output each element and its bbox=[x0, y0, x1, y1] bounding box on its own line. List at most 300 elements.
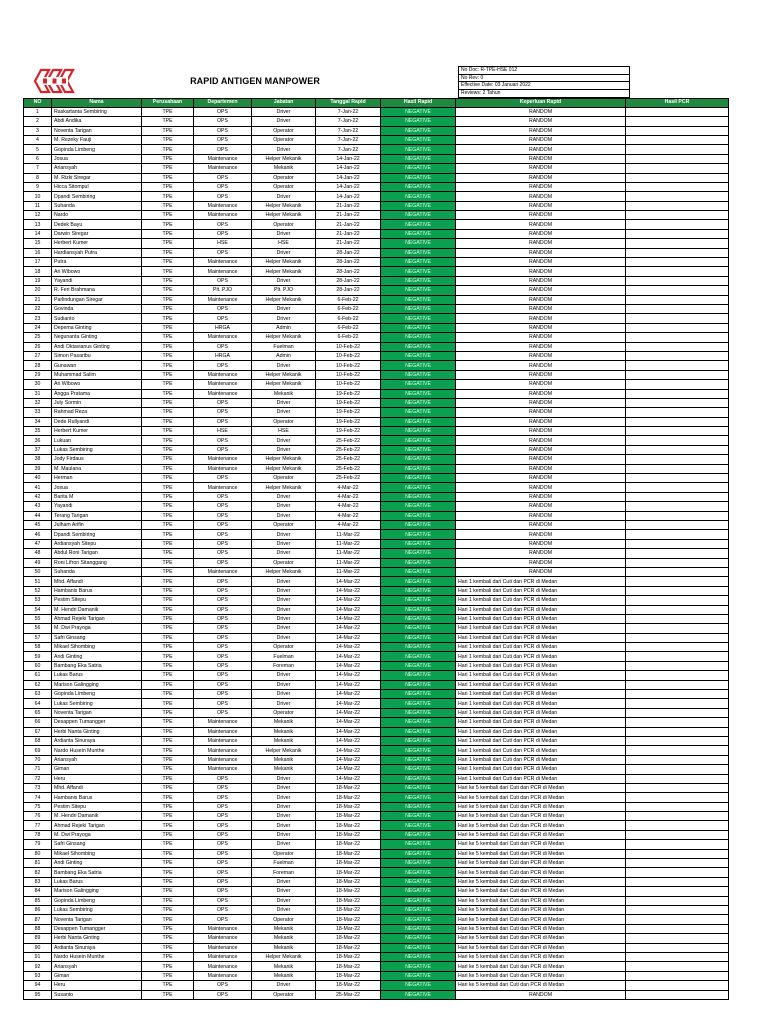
employee-name: Dede Rullyandi bbox=[52, 417, 142, 426]
row-number: 92 bbox=[24, 962, 52, 971]
row-number: 9 bbox=[24, 182, 52, 191]
rapid-purpose: RANDOM bbox=[456, 276, 626, 285]
rapid-date: 14-Mar-22 bbox=[316, 736, 381, 745]
pcr-result bbox=[626, 154, 729, 163]
department: OPS bbox=[194, 474, 252, 483]
table-row bbox=[24, 633, 729, 642]
rapid-purpose: RANDOM bbox=[456, 211, 626, 220]
rapid-date: 14-Mar-22 bbox=[316, 718, 381, 727]
rapid-purpose: Hari ke 5 kembali dari Cuti dan PCR di Medan bbox=[456, 802, 626, 811]
department: OPS bbox=[194, 624, 252, 633]
row-number: 80 bbox=[24, 849, 52, 858]
row-number: 48 bbox=[24, 549, 52, 558]
rapid-result: NEGATIVE bbox=[381, 962, 456, 971]
rapid-result: NEGATIVE bbox=[381, 624, 456, 633]
table-row bbox=[24, 793, 729, 802]
rapid-date: 14-Jan-22 bbox=[316, 154, 381, 163]
pcr-result bbox=[626, 774, 729, 783]
position: Driver bbox=[252, 793, 316, 802]
rapid-purpose: Hari 1 kembali dari Cuti dan PCR di Medan bbox=[456, 624, 626, 633]
rapid-result: NEGATIVE bbox=[381, 192, 456, 201]
company: TPE bbox=[142, 427, 194, 436]
pcr-result bbox=[626, 417, 729, 426]
pcr-result bbox=[626, 981, 729, 990]
employee-name: M. Dwi Prayoga bbox=[52, 830, 142, 839]
employee-name: Julham Arifin bbox=[52, 520, 142, 529]
company: TPE bbox=[142, 586, 194, 595]
company: TPE bbox=[142, 971, 194, 980]
rapid-date: 18-Mar-22 bbox=[316, 859, 381, 868]
employee-name: Mikael Sihombing bbox=[52, 643, 142, 652]
department: Maintenance bbox=[194, 380, 252, 389]
table-row bbox=[24, 830, 729, 839]
table-row bbox=[24, 445, 729, 454]
position: Helper Mekanik bbox=[252, 370, 316, 379]
department: Maintenance bbox=[194, 952, 252, 961]
position: Helper Mekanik bbox=[252, 483, 316, 492]
pcr-result bbox=[626, 802, 729, 811]
position: Driver bbox=[252, 783, 316, 792]
row-number: 22 bbox=[24, 305, 52, 314]
rapid-result: NEGATIVE bbox=[381, 117, 456, 126]
rapid-purpose: RANDOM bbox=[456, 455, 626, 464]
company: TPE bbox=[142, 877, 194, 886]
pcr-result bbox=[626, 783, 729, 792]
column-header: Jabatan bbox=[252, 99, 316, 108]
department: OPS bbox=[194, 182, 252, 191]
table-row bbox=[24, 164, 729, 173]
employee-name: M. Hendri Damanik bbox=[52, 812, 142, 821]
position: Operator bbox=[252, 135, 316, 144]
rapid-date: 4-Mar-22 bbox=[316, 502, 381, 511]
position: Driver bbox=[252, 549, 316, 558]
rapid-result: NEGATIVE bbox=[381, 840, 456, 849]
row-number: 46 bbox=[24, 530, 52, 539]
rapid-result: NEGATIVE bbox=[381, 398, 456, 407]
row-number: 65 bbox=[24, 708, 52, 717]
rapid-date: 18-Mar-22 bbox=[316, 783, 381, 792]
company: TPE bbox=[142, 596, 194, 605]
rapid-purpose: RANDOM bbox=[456, 258, 626, 267]
rapid-result: NEGATIVE bbox=[381, 520, 456, 529]
rapid-date: 18-Mar-22 bbox=[316, 962, 381, 971]
position: Mekanik bbox=[252, 389, 316, 398]
rapid-date: 11-Mar-22 bbox=[316, 539, 381, 548]
employee-name: Muhammad Salim bbox=[52, 370, 142, 379]
table-body bbox=[24, 107, 729, 999]
company: TPE bbox=[142, 314, 194, 323]
pcr-result bbox=[626, 718, 729, 727]
rapid-result: NEGATIVE bbox=[381, 173, 456, 182]
rapid-date: 18-Mar-22 bbox=[316, 906, 381, 915]
employee-name: Hambanis Barus bbox=[52, 793, 142, 802]
employee-name: Giman bbox=[52, 765, 142, 774]
column-header: NO bbox=[24, 99, 52, 108]
table-row bbox=[24, 962, 729, 971]
employee-name: Ariansyah bbox=[52, 164, 142, 173]
rapid-result: NEGATIVE bbox=[381, 690, 456, 699]
company: TPE bbox=[142, 239, 194, 248]
row-number: 87 bbox=[24, 915, 52, 924]
table-row bbox=[24, 699, 729, 708]
position: Mekanik bbox=[252, 924, 316, 933]
row-number: 28 bbox=[24, 361, 52, 370]
rapid-date: 21-Jan-22 bbox=[316, 229, 381, 238]
employee-name: Andi Ginting bbox=[52, 859, 142, 868]
pcr-result bbox=[626, 239, 729, 248]
row-number: 13 bbox=[24, 220, 52, 229]
department: HRGA bbox=[194, 351, 252, 360]
company: TPE bbox=[142, 154, 194, 163]
pcr-result bbox=[626, 821, 729, 830]
row-number: 40 bbox=[24, 474, 52, 483]
position: Admin bbox=[252, 351, 316, 360]
rapid-purpose: RANDOM bbox=[456, 173, 626, 182]
company: TPE bbox=[142, 117, 194, 126]
rapid-date: 18-Mar-22 bbox=[316, 868, 381, 877]
department: OPS bbox=[194, 906, 252, 915]
department: OPS bbox=[194, 511, 252, 520]
table-row bbox=[24, 586, 729, 595]
table-row bbox=[24, 267, 729, 276]
pcr-result bbox=[626, 943, 729, 952]
pcr-result bbox=[626, 586, 729, 595]
position: Driver bbox=[252, 145, 316, 154]
rapid-result: NEGATIVE bbox=[381, 314, 456, 323]
position: Driver bbox=[252, 276, 316, 285]
rapid-purpose: Hari ke 5 kembali dari Cuti dan PCR di Medan bbox=[456, 981, 626, 990]
table-row bbox=[24, 380, 729, 389]
department: Maintenance bbox=[194, 211, 252, 220]
rapid-result: NEGATIVE bbox=[381, 107, 456, 116]
rapid-date: 6-Feb-22 bbox=[316, 333, 381, 342]
pcr-result bbox=[626, 192, 729, 201]
company: TPE bbox=[142, 765, 194, 774]
position: Driver bbox=[252, 492, 316, 501]
pcr-result bbox=[626, 849, 729, 858]
position: Mekanik bbox=[252, 962, 316, 971]
pcr-result bbox=[626, 389, 729, 398]
company: TPE bbox=[142, 483, 194, 492]
rapid-result: NEGATIVE bbox=[381, 530, 456, 539]
company: TPE bbox=[142, 690, 194, 699]
pcr-result bbox=[626, 830, 729, 839]
pcr-result bbox=[626, 267, 729, 276]
table-row bbox=[24, 549, 729, 558]
rapid-date: 18-Mar-22 bbox=[316, 887, 381, 896]
employee-name: Parlindungan Siregar bbox=[52, 295, 142, 304]
company: TPE bbox=[142, 915, 194, 924]
rapid-date: 14-Mar-22 bbox=[316, 774, 381, 783]
department: Maintenance bbox=[194, 746, 252, 755]
rapid-purpose: RANDOM bbox=[456, 539, 626, 548]
department: OPS bbox=[194, 812, 252, 821]
position: Operator bbox=[252, 220, 316, 229]
company: TPE bbox=[142, 868, 194, 877]
position: Helper Mekanik bbox=[252, 201, 316, 210]
rapid-purpose: Hari 1 kembali dari Cuti dan PCR di Medan bbox=[456, 708, 626, 717]
employee-name: Desappen Tumangger bbox=[52, 718, 142, 727]
pcr-result bbox=[626, 182, 729, 191]
position: Driver bbox=[252, 633, 316, 642]
rapid-date: 6-Feb-22 bbox=[316, 295, 381, 304]
rapid-result: NEGATIVE bbox=[381, 511, 456, 520]
rapid-date: 21-Jan-22 bbox=[316, 201, 381, 210]
company: TPE bbox=[142, 887, 194, 896]
rapid-date: 18-Mar-22 bbox=[316, 943, 381, 952]
rapid-purpose: RANDOM bbox=[456, 408, 626, 417]
employee-name: Nardo bbox=[52, 211, 142, 220]
rapid-purpose: Hari 1 kembali dari Cuti dan PCR di Medan bbox=[456, 633, 626, 642]
company: TPE bbox=[142, 389, 194, 398]
table-row bbox=[24, 154, 729, 163]
table-row bbox=[24, 680, 729, 689]
department: OPS bbox=[194, 417, 252, 426]
table-row bbox=[24, 370, 729, 379]
pcr-result bbox=[626, 286, 729, 295]
employee-name: Ariansyah bbox=[52, 962, 142, 971]
rapid-result: NEGATIVE bbox=[381, 849, 456, 858]
company: TPE bbox=[142, 474, 194, 483]
company: TPE bbox=[142, 671, 194, 680]
rapid-purpose: Hari ke 5 kembali dari Cuti dan PCR di Medan bbox=[456, 887, 626, 896]
rapid-result: NEGATIVE bbox=[381, 605, 456, 614]
company: TPE bbox=[142, 830, 194, 839]
row-number: 58 bbox=[24, 643, 52, 652]
position: HSE bbox=[252, 427, 316, 436]
rapid-date: 7-Jan-22 bbox=[316, 145, 381, 154]
department: OPS bbox=[194, 671, 252, 680]
rapid-purpose: RANDOM bbox=[456, 483, 626, 492]
rapid-result: NEGATIVE bbox=[381, 248, 456, 257]
company: TPE bbox=[142, 906, 194, 915]
company: TPE bbox=[142, 708, 194, 717]
pcr-result bbox=[626, 906, 729, 915]
row-number: 41 bbox=[24, 483, 52, 492]
pcr-result bbox=[626, 727, 729, 736]
position: Driver bbox=[252, 577, 316, 586]
rapid-date: 19-Feb-22 bbox=[316, 398, 381, 407]
pcr-result bbox=[626, 445, 729, 454]
rapid-date: 18-Mar-22 bbox=[316, 793, 381, 802]
company: TPE bbox=[142, 605, 194, 614]
table-row bbox=[24, 718, 729, 727]
rapid-date: 28-Jan-22 bbox=[316, 248, 381, 257]
row-number: 51 bbox=[24, 577, 52, 586]
department: OPS bbox=[194, 802, 252, 811]
company: TPE bbox=[142, 643, 194, 652]
position: Driver bbox=[252, 305, 316, 314]
employee-name: Rahmad Reza bbox=[52, 408, 142, 417]
rapid-purpose: Hari 1 kembali dari Cuti dan PCR di Medan bbox=[456, 746, 626, 755]
row-number: 6 bbox=[24, 154, 52, 163]
rapid-purpose: Hari ke 5 kembali dari Cuti dan PCR di Medan bbox=[456, 812, 626, 821]
table-row bbox=[24, 351, 729, 360]
company: TPE bbox=[142, 342, 194, 351]
company: TPE bbox=[142, 924, 194, 933]
rapid-date: 19-Feb-22 bbox=[316, 417, 381, 426]
employee-name: Darwin Siregar bbox=[52, 229, 142, 238]
table-row bbox=[24, 117, 729, 126]
table-row bbox=[24, 906, 729, 915]
row-number: 42 bbox=[24, 492, 52, 501]
pcr-result bbox=[626, 896, 729, 905]
department: OPS bbox=[194, 342, 252, 351]
department: OPS bbox=[194, 708, 252, 717]
company: TPE bbox=[142, 793, 194, 802]
pcr-result bbox=[626, 408, 729, 417]
rapid-purpose: Hari ke 5 kembali dari Cuti dan PCR di Medan bbox=[456, 906, 626, 915]
table-row bbox=[24, 520, 729, 529]
row-number: 16 bbox=[24, 248, 52, 257]
employee-name: Hambanis Barus bbox=[52, 586, 142, 595]
position: Driver bbox=[252, 314, 316, 323]
table-row bbox=[24, 943, 729, 952]
pcr-result bbox=[626, 464, 729, 473]
row-number: 62 bbox=[24, 680, 52, 689]
table-row bbox=[24, 971, 729, 980]
rapid-result: NEGATIVE bbox=[381, 614, 456, 623]
company: TPE bbox=[142, 727, 194, 736]
row-number: 88 bbox=[24, 924, 52, 933]
pcr-result bbox=[626, 351, 729, 360]
rapid-result: NEGATIVE bbox=[381, 971, 456, 980]
department: OPS bbox=[194, 990, 252, 999]
position: Operator bbox=[252, 990, 316, 999]
rapid-date: 10-Feb-22 bbox=[316, 361, 381, 370]
company: TPE bbox=[142, 145, 194, 154]
department: OPS bbox=[194, 868, 252, 877]
rapid-result: NEGATIVE bbox=[381, 380, 456, 389]
department: OPS bbox=[194, 680, 252, 689]
rapid-date: 19-Feb-22 bbox=[316, 408, 381, 417]
position: Operator bbox=[252, 126, 316, 135]
row-number: 95 bbox=[24, 990, 52, 999]
row-number: 91 bbox=[24, 952, 52, 961]
department: Maintenance bbox=[194, 755, 252, 764]
company: TPE bbox=[142, 295, 194, 304]
table-row bbox=[24, 887, 729, 896]
employee-name: Mikael Sihombing bbox=[52, 849, 142, 858]
rapid-date: 18-Mar-22 bbox=[316, 981, 381, 990]
row-number: 20 bbox=[24, 286, 52, 295]
rapid-purpose: RANDOM bbox=[456, 135, 626, 144]
row-number: 68 bbox=[24, 736, 52, 745]
pcr-result bbox=[626, 145, 729, 154]
employee-name: Lukas Barus bbox=[52, 671, 142, 680]
table-row bbox=[24, 107, 729, 116]
employee-name: Herbi Nanta Ginting bbox=[52, 727, 142, 736]
rapid-purpose: RANDOM bbox=[456, 520, 626, 529]
table-row bbox=[24, 248, 729, 257]
table-row bbox=[24, 492, 729, 501]
company: TPE bbox=[142, 934, 194, 943]
employee-name: Ardianta Sinuraya bbox=[52, 736, 142, 745]
pcr-result bbox=[626, 220, 729, 229]
department: Maintenance bbox=[194, 971, 252, 980]
pcr-result bbox=[626, 323, 729, 332]
rapid-purpose: Hari 1 kembali dari Cuti dan PCR di Medan bbox=[456, 614, 626, 623]
employee-name: Negunanta Ginting bbox=[52, 333, 142, 342]
row-number: 52 bbox=[24, 586, 52, 595]
table-row bbox=[24, 286, 729, 295]
row-number: 18 bbox=[24, 267, 52, 276]
rapid-date: 14-Mar-22 bbox=[316, 661, 381, 670]
position: Helper Mekanik bbox=[252, 154, 316, 163]
row-number: 44 bbox=[24, 511, 52, 520]
pcr-result bbox=[626, 755, 729, 764]
department: OPS bbox=[194, 643, 252, 652]
employee-name: Mhd. Affandi bbox=[52, 577, 142, 586]
rapid-purpose: RANDOM bbox=[456, 417, 626, 426]
employee-name: Lukuan bbox=[52, 436, 142, 445]
position: Driver bbox=[252, 248, 316, 257]
table-row bbox=[24, 398, 729, 407]
rapid-purpose: RANDOM bbox=[456, 474, 626, 483]
rapid-purpose: Hari ke 5 kembali dari Cuti dan PCR di Medan bbox=[456, 915, 626, 924]
position: Mekanik bbox=[252, 718, 316, 727]
department: OPS bbox=[194, 549, 252, 558]
rapid-purpose: Hari ke 5 kembali dari Cuti dan PCR di Medan bbox=[456, 962, 626, 971]
company: TPE bbox=[142, 736, 194, 745]
employee-name: M. Rezeky Fauji bbox=[52, 135, 142, 144]
table-row bbox=[24, 192, 729, 201]
row-number: 39 bbox=[24, 464, 52, 473]
company: TPE bbox=[142, 502, 194, 511]
table-row bbox=[24, 746, 729, 755]
company: TPE bbox=[142, 107, 194, 116]
rapid-result: NEGATIVE bbox=[381, 981, 456, 990]
department: Maintenance bbox=[194, 718, 252, 727]
rapid-result: NEGATIVE bbox=[381, 896, 456, 905]
position: Operator bbox=[252, 558, 316, 567]
company: TPE bbox=[142, 661, 194, 670]
employee-name: Suhanda bbox=[52, 201, 142, 210]
rapid-result: NEGATIVE bbox=[381, 135, 456, 144]
employee-name: R. Feri Brahmana bbox=[52, 286, 142, 295]
department: Maintenance bbox=[194, 389, 252, 398]
department: Maintenance bbox=[194, 455, 252, 464]
company: TPE bbox=[142, 417, 194, 426]
employee-name: Dpandi Sembiring bbox=[52, 530, 142, 539]
rapid-result: NEGATIVE bbox=[381, 492, 456, 501]
table-row bbox=[24, 201, 729, 210]
department: OPS bbox=[194, 276, 252, 285]
rapid-date: 18-Mar-22 bbox=[316, 952, 381, 961]
table-row bbox=[24, 173, 729, 182]
table-row bbox=[24, 614, 729, 623]
pcr-result bbox=[626, 398, 729, 407]
pcr-result bbox=[626, 305, 729, 314]
department: OPS bbox=[194, 520, 252, 529]
column-header: Keperluan Rapid bbox=[456, 99, 626, 108]
row-number: 85 bbox=[24, 896, 52, 905]
company: TPE bbox=[142, 746, 194, 755]
position: Driver bbox=[252, 511, 316, 520]
table-row bbox=[24, 643, 729, 652]
rapid-purpose: Hari ke 5 kembali dari Cuti dan PCR di Medan bbox=[456, 877, 626, 886]
document-info-box bbox=[458, 66, 630, 98]
position: Driver bbox=[252, 877, 316, 886]
rapid-purpose: RANDOM bbox=[456, 267, 626, 276]
rapid-purpose: RANDOM bbox=[456, 380, 626, 389]
position: Driver bbox=[252, 107, 316, 116]
table-row bbox=[24, 774, 729, 783]
pcr-result bbox=[626, 868, 729, 877]
employee-name: Andi Ginting bbox=[52, 652, 142, 661]
rapid-purpose: Hari 1 kembali dari Cuti dan PCR di Medan bbox=[456, 690, 626, 699]
rapid-purpose: RANDOM bbox=[456, 558, 626, 567]
